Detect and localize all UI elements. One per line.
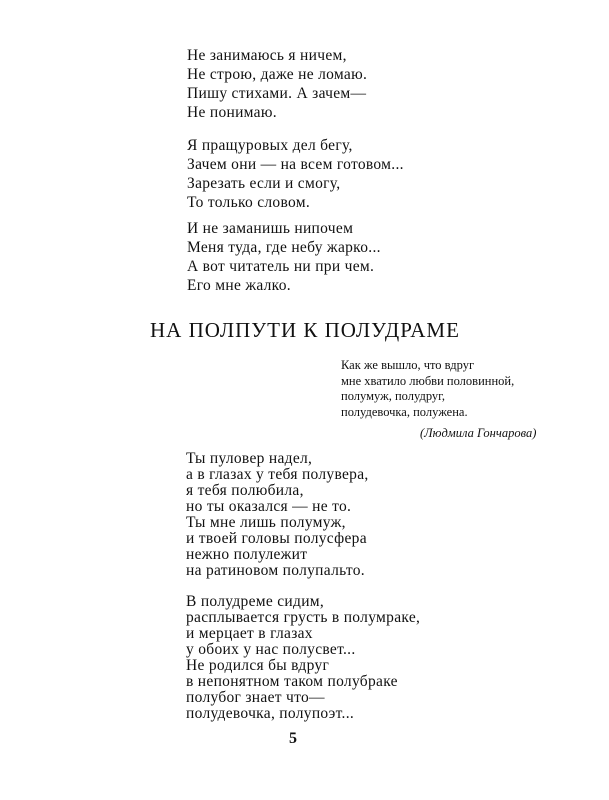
verse-line: нежно полулежит (186, 546, 308, 563)
verse-line: В полудреме сидим, (186, 593, 325, 610)
verse-line: Зачем они — на всем готовом... (187, 156, 404, 173)
verse-line: но ты оказался — не то. (186, 498, 352, 515)
verse-line: полубог знает что— (186, 689, 325, 706)
verse-line: а в глазах у тебя полувера, (186, 466, 369, 483)
poem-title: НА ПОЛПУТИ К ПОЛУДРАМЕ (150, 318, 460, 342)
stanza (187, 136, 404, 212)
verse-line: Я пращуровых дел бегу, (187, 137, 353, 154)
verse-line: Ты мне лишь полумуж, (186, 514, 346, 531)
verse-line: Ты пуловер надел, (186, 450, 313, 467)
page-number: 5 (289, 730, 297, 747)
verse-line: Пишу стихами. А зачем— (187, 85, 367, 102)
stanza (186, 451, 369, 579)
epigraph-line: мне хватило любви половинной, (341, 373, 515, 388)
verse-line: А вот читатель ни при чем. (187, 258, 375, 275)
stanza (186, 594, 420, 722)
verse-line: То только словом. (187, 194, 311, 211)
epigraph (341, 358, 514, 420)
verse-line: на ратиновом полупальто. (186, 562, 365, 579)
epigraph-line: полудевочка, полужена. (341, 404, 468, 419)
verse-line: Не занимаюсь я ничем, (187, 47, 347, 64)
verse-line: и твоей головы полусфера (186, 530, 367, 547)
verse-line: Не строю, даже не ломаю. (187, 66, 368, 83)
verse-line: и мерцает в глазах (186, 625, 313, 642)
epigraph-author: (Людмила Гончарова) (420, 426, 537, 440)
verse-line: в непонятном таком полубраке (186, 673, 398, 690)
verse-line: расплывается грусть в полумраке, (186, 609, 421, 626)
verse-line: Зарезать если и смогу, (187, 175, 341, 192)
verse-line: Его мне жалко. (187, 277, 291, 294)
verse-line: Не родился бы вдруг (186, 657, 330, 674)
verse-line: Не понимаю. (187, 104, 277, 121)
verse-line: И не заманишь нипочем (187, 220, 354, 237)
epigraph-line: Как же вышло, что вдруг (341, 358, 475, 372)
verse-line: у обоих у нас полусвет... (186, 641, 356, 658)
verse-line: Меня туда, где небу жарко... (187, 239, 381, 256)
stanza (187, 46, 367, 122)
stanza (187, 219, 381, 295)
epigraph-line: полумуж, полудруг, (341, 389, 445, 403)
verse-line: я тебя полюбила, (186, 482, 304, 499)
verse-line: полудевочка, полупоэт... (186, 705, 355, 722)
